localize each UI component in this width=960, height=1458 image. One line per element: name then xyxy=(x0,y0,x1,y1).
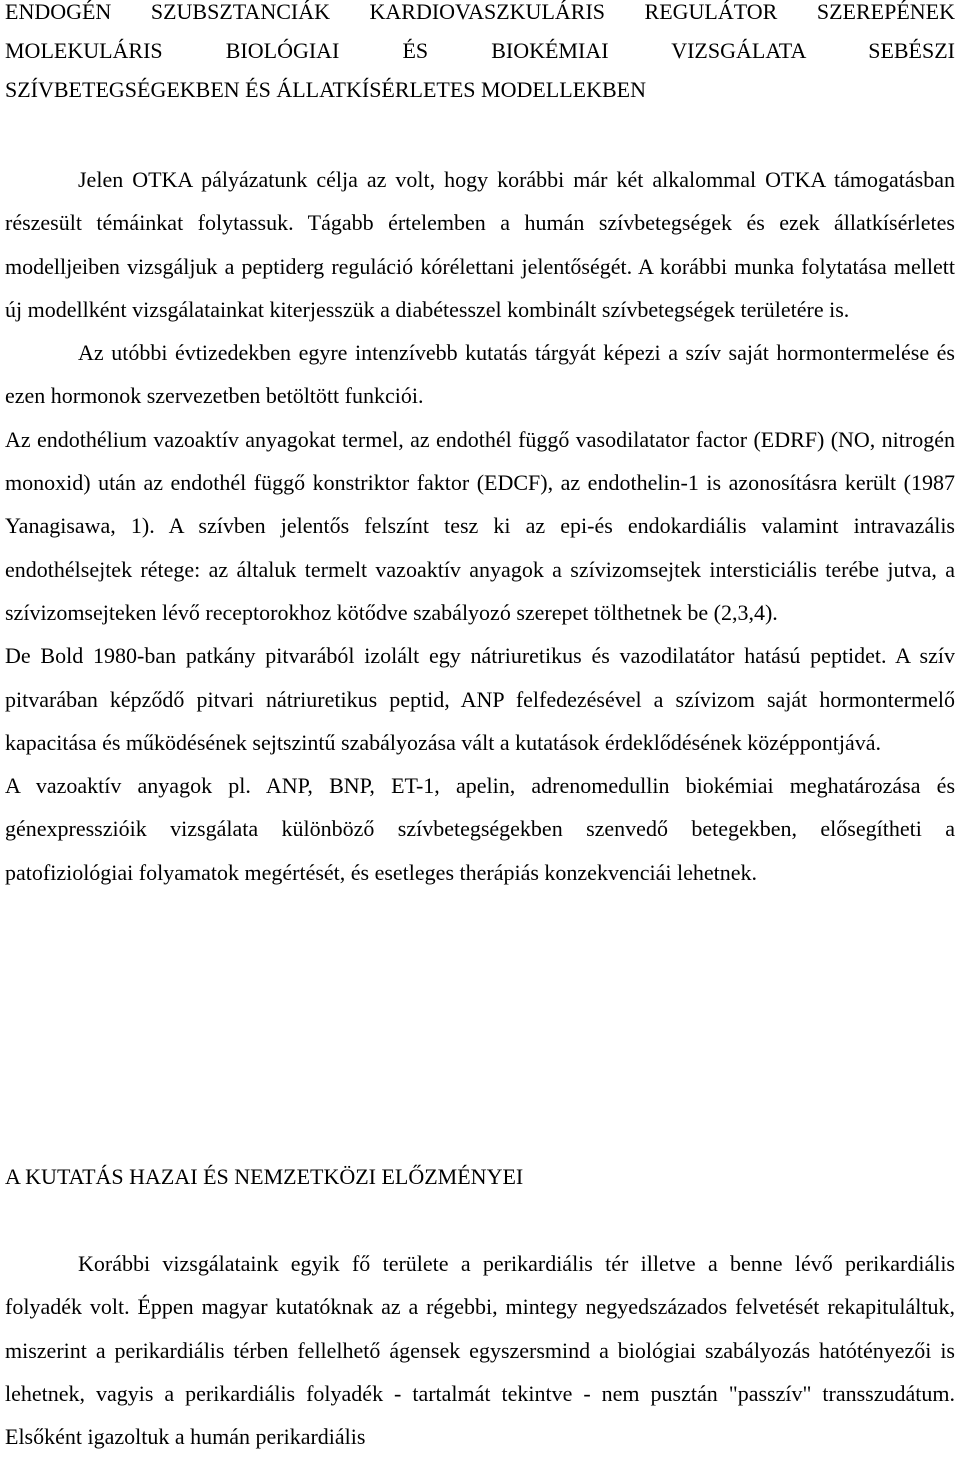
paragraph-pericardial: Korábbi vizsgálataink egyik fő területe a perikardiális tér illetve a benne lévő perikardiális folyadék volt. Éppen magyar kutatóknak az a régebbi, mintegy negyedszázados felvetését rekapituláltuk, miszerint a perikardiális térben fellelhető ágensek egyszersmind a biológiai szabályozás hatótényezői is lehetnek, vagyis a perikardiális folyadék - tartalmát tekintve - nem pusztán "passzív" transszudátum. Elsőként igazoltuk a humán perikardiális xyxy=(5,1251,955,1450)
paragraph-otka-goal: Jelen OTKA pályázatunk célja az volt, hogy korábbi már két alkalommal OTKA támogatásban részesült témáinkat folytassuk. Tágabb értelemben a humán szívbetegségek és ezek állatkísérletes modelljeiben vizsgáljuk a peptiderg reguláció kórélettani jelentőségét. A korábbi munka folytatása mellett új modellként vizsgálatainkat kiterjesszük a diabétesszel kombinált szívbetegségek területére is. xyxy=(5,167,955,322)
paragraph-de-bold: De Bold 1980-ban patkány pitvarából izolált egy nátriuretikus és vazodilatátor hatású peptidet. A szív pitvarában képződő pitvari nátriuretikus peptid, ANP felfedezésével a szívizom saját hormontermelő kapacitása és működésének sejtszintű szabályozása vált a kutatások érdeklődésének középpontjává. xyxy=(5,643,955,755)
document-title xyxy=(5,0,955,109)
paragraph-hormone-research: Az utóbbi évtizedekben egyre intenzívebb kutatás tárgyát képezi a szív saját hormontermelése és ezen hormonok szervezetben betöltött funkciói. xyxy=(5,340,955,409)
paragraph-endothelium: Az endothélium vazoaktív anyagokat termel, az endothél függő vasodilatator factor (EDRF) (NO, nitrogén monoxid) után az endothél függő konstriktor faktor (EDCF), az endothelin-1 is azonosításra került (1987 Yanagisawa, 1). A szívben jelentős felszínt tesz ki az epi-és endokardiális valamint intravazális endothélsejtek rétege: az általuk termelt vazoaktív anyagok a szívizomsejtek intersticiális terébe jutva, a szívizomsejteken lévő receptorokhoz kötődve szabályozó szerepet tölthetnek be (2,3,4). xyxy=(5,426,955,625)
section-heading: A KUTATÁS HAZAI ÉS NEMZETKÖZI ELŐZMÉNYEI xyxy=(5,1164,524,1189)
paragraph-vasoactive: A vazoaktív anyagok pl. ANP, BNP, ET-1, apelin, adrenomedullin biokémiai meghatározása és génexpresszióik vizsgálata különböző szívbetegségekben szenvedő betegekben, elősegítheti a patofiziológiai folyamatok megértését, és esetleges therápiás konzekvenciái lehetnek. xyxy=(5,773,955,885)
section-body xyxy=(5,1242,955,1458)
intro-body xyxy=(5,158,955,894)
title-line-2: MOLEKULÁRIS BIOLÓGIAI ÉS BIOKÉMIAI VIZSGÁLATA SEBÉSZI xyxy=(5,38,955,63)
title-line-1: ENDOGÉN SZUBSZTANCIÁK KARDIOVASZKULÁRIS REGULÁTOR SZEREPÉNEK xyxy=(5,0,955,24)
title-line-3: SZÍVBETEGSÉGEKBEN ÉS ÁLLATKÍSÉRLETES MODELLEKBEN xyxy=(5,77,647,102)
